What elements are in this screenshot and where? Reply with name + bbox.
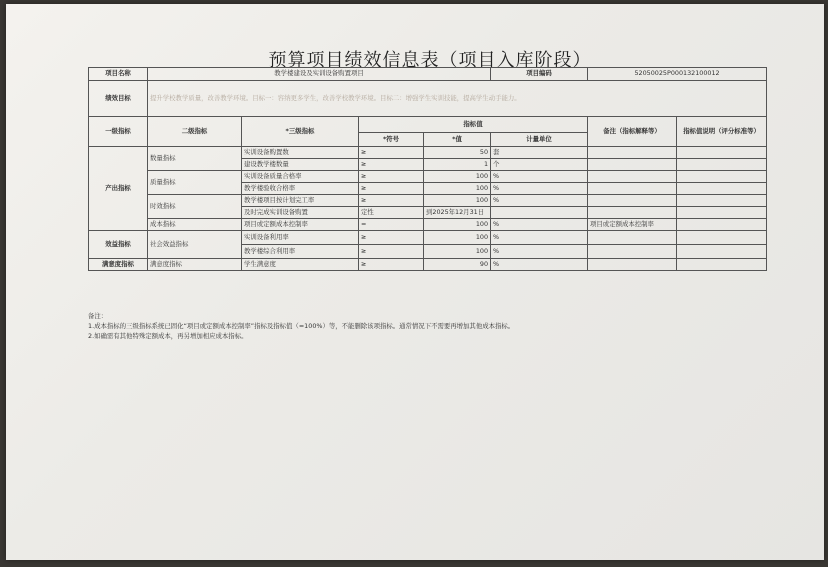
value-cell: 100 xyxy=(424,195,491,207)
level3-cell: 教学楼项目按计划完工率 xyxy=(242,195,359,207)
level2-cell: 成本指标 xyxy=(148,219,242,231)
level2-cell: 数量指标 xyxy=(148,147,242,171)
explain-cell xyxy=(677,147,767,159)
symbol-cell: ≥ xyxy=(359,171,424,183)
value-cell: 到2025年12月31日 xyxy=(424,207,491,219)
value-cell: 100 xyxy=(424,183,491,195)
level3-cell: 及时完成实训设备购置 xyxy=(242,207,359,219)
explain-cell xyxy=(677,219,767,231)
remark-cell xyxy=(588,147,677,159)
unit-cell: % xyxy=(491,195,588,207)
unit-cell: % xyxy=(491,231,588,245)
level1-cell: 满意度指标 xyxy=(89,259,148,271)
value-cell: 90 xyxy=(424,259,491,271)
table-row xyxy=(89,195,767,207)
explain-cell xyxy=(677,159,767,171)
unit-cell: 套 xyxy=(491,147,588,159)
notes-line-2: 2.如确需有其他特殊定额成本，再另增加相应成本指标。 xyxy=(88,331,248,340)
symbol-cell: ≥ xyxy=(359,245,424,259)
remark-cell xyxy=(588,171,677,183)
level2-cell: 质量指标 xyxy=(148,171,242,195)
header-unit: 计量单位 xyxy=(491,133,588,147)
table-row xyxy=(89,171,767,183)
project-code-value: 52050025P000132100012 xyxy=(588,68,767,81)
value-cell: 1 xyxy=(424,159,491,171)
value-cell: 100 xyxy=(424,231,491,245)
value-cell: 100 xyxy=(424,171,491,183)
level3-cell: 项目或定额成本控制率 xyxy=(242,219,359,231)
level2-cell: 时效指标 xyxy=(148,195,242,219)
level2-cell: 满意度指标 xyxy=(148,259,242,271)
explain-cell xyxy=(677,183,767,195)
explain-cell xyxy=(677,231,767,245)
symbol-cell: ≥ xyxy=(359,259,424,271)
remark-cell xyxy=(588,159,677,171)
goal-value: 提升学校教学质量，改善教学环境。目标一：容纳更多学生，改善学校教学环境。目标二：增强学生实训技能，提高学生动手能力。 xyxy=(148,81,767,117)
unit-cell: % xyxy=(491,259,588,271)
page-title: 预算项目绩效信息表（项目入库阶段） xyxy=(268,50,592,71)
project-row xyxy=(89,68,767,81)
header-level1: 一级指标 xyxy=(89,117,148,147)
project-code-label: 项目编码 xyxy=(491,68,588,81)
table-row xyxy=(89,147,767,159)
explain-cell xyxy=(677,259,767,271)
symbol-cell: ≥ xyxy=(359,231,424,245)
symbol-cell: ≥ xyxy=(359,183,424,195)
performance-table xyxy=(88,67,767,271)
remark-cell xyxy=(588,207,677,219)
value-cell: 50 xyxy=(424,147,491,159)
remark-cell xyxy=(588,245,677,259)
remark-cell xyxy=(588,195,677,207)
remark-cell xyxy=(588,259,677,271)
level3-cell: 学生满意度 xyxy=(242,259,359,271)
notes-heading: 备注： xyxy=(88,312,108,320)
level3-cell: 实训设备利用率 xyxy=(242,231,359,245)
explain-cell xyxy=(677,207,767,219)
notes-section xyxy=(88,312,514,342)
level3-cell: 建设教学楼数量 xyxy=(242,159,359,171)
header-row-1 xyxy=(89,117,767,133)
unit-cell: % xyxy=(491,219,588,231)
project-name-label: 项目名称 xyxy=(89,68,148,81)
symbol-cell: = xyxy=(359,219,424,231)
explain-cell xyxy=(677,245,767,259)
header-value: *值 xyxy=(424,133,491,147)
project-name-value: 教学楼建设及实训设备购置项目 xyxy=(148,68,491,81)
level1-cell: 效益指标 xyxy=(89,231,148,259)
level3-cell: 教学楼综合利用率 xyxy=(242,245,359,259)
explain-cell xyxy=(677,195,767,207)
level3-cell: 教学楼验收合格率 xyxy=(242,183,359,195)
goal-row xyxy=(89,81,767,117)
goal-label: 绩效目标 xyxy=(89,81,148,117)
level3-cell: 实训设备购置数 xyxy=(242,147,359,159)
header-remark: 备注（指标解释等） xyxy=(588,117,677,147)
level3-cell: 实训设备质量合格率 xyxy=(242,171,359,183)
unit-cell: % xyxy=(491,245,588,259)
unit-cell: 个 xyxy=(491,159,588,171)
unit-cell xyxy=(491,207,588,219)
level1-cell: 产出指标 xyxy=(89,147,148,231)
value-cell: 100 xyxy=(424,219,491,231)
table-row xyxy=(89,259,767,271)
unit-cell: % xyxy=(491,171,588,183)
header-level3: *三级指标 xyxy=(242,117,359,147)
explain-cell xyxy=(677,171,767,183)
table-row xyxy=(89,231,767,245)
symbol-cell: ≥ xyxy=(359,147,424,159)
header-explain: 指标值说明（评分标准等） xyxy=(677,117,767,147)
table-row xyxy=(89,219,767,231)
symbol-cell: ≥ xyxy=(359,195,424,207)
symbol-cell: ≥ xyxy=(359,159,424,171)
unit-cell: % xyxy=(491,183,588,195)
remark-cell xyxy=(588,183,677,195)
header-value-group: 指标值 xyxy=(359,117,588,133)
value-cell: 100 xyxy=(424,245,491,259)
remark-cell xyxy=(588,231,677,245)
level2-cell: 社会效益指标 xyxy=(148,231,242,259)
header-level2: 二级指标 xyxy=(148,117,242,147)
remark-cell: 项目或定额成本控制率 xyxy=(588,219,677,231)
header-symbol: *符号 xyxy=(359,133,424,147)
notes-line-1: 1.成本指标的三级指标系统已固化“项目或定额成本控制率”指标及指标值（=100%）等，不能删除该项指标。通常情况下不需要再增加其他成本指标。 xyxy=(88,321,515,330)
symbol-cell: 定性 xyxy=(359,207,424,219)
